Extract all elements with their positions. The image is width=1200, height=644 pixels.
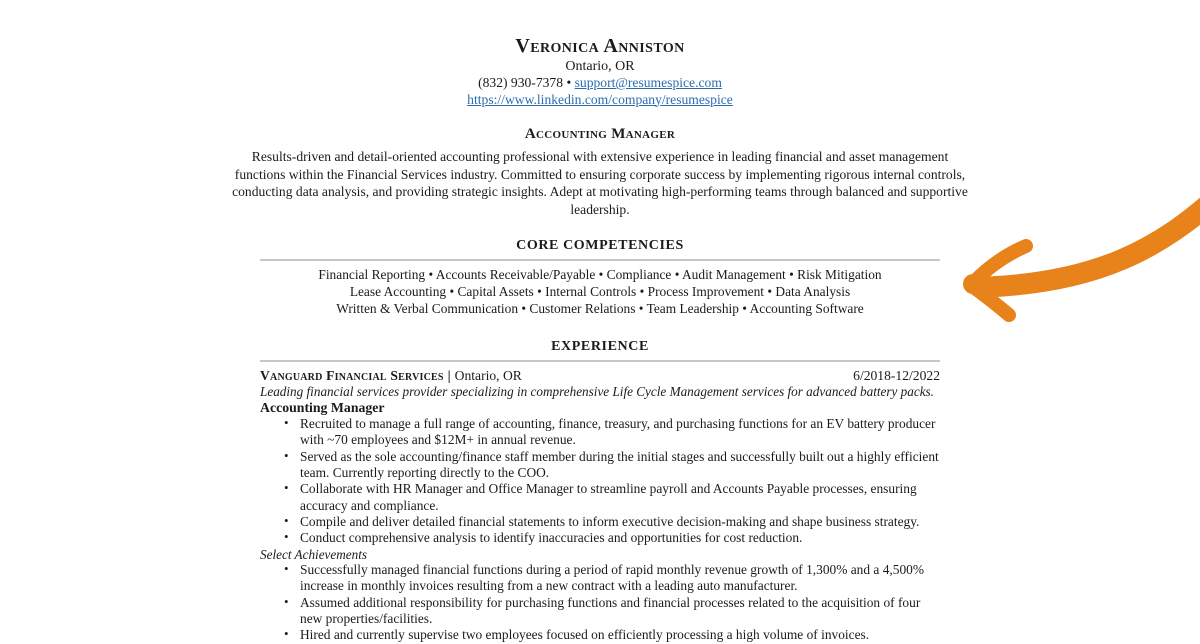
section-divider: [260, 360, 940, 362]
job-bullet: • Recruited to manage a full range of accounting, finance, treasury, and purchasing functions for an EV battery producer with ~70 employees and $12M+ in annual revenue.: [284, 416, 940, 449]
competency-row: Lease Accounting • Capital Assets • Internal Controls • Process Improvement • Data Analysis: [349, 283, 851, 299]
job-bullet: • Conduct comprehensive analysis to identify inaccuracies and opportunities for cost reduction.: [284, 530, 940, 546]
candidate-name: Veronica Anniston: [515, 35, 685, 57]
contact-separator: •: [566, 75, 572, 90]
job-company-line: [260, 368, 522, 384]
profile-heading: Accounting Manager: [524, 126, 676, 142]
profile-summary: Results-driven and detail-oriented accounting professional with extensive experience in leading financial and asset management functions within the Financial Services industry. Committed to ensuring corporate success by implementing rigorous internal controls, conducting data analysis, and providing strategic insights. Adept at motivating high-performing teams through balanced and supportive leadership.: [232, 149, 968, 217]
achievements-label: Select Achievements: [260, 546, 368, 562]
experience-heading: EXPERIENCE: [551, 339, 649, 355]
job-bullet: • Served as the sole accounting/finance staff member during the initial stages and successfully built out a highly efficient team. Currently reporting directly to the COO.: [284, 449, 940, 482]
core-competencies-list: [230, 267, 970, 317]
job-bullet: • Collaborate with HR Manager and Office Manager to streamline payroll and Accounts Payable processes, ensuring accuracy and compliance.: [284, 481, 940, 514]
achievement-bullet: • Hired and currently supervise two employees focused on efficiently processing a high volume of invoices.: [284, 627, 940, 643]
company-description: Leading financial services provider specializing in comprehensive Life Cycle Management services for advanced battery packs.: [260, 384, 934, 400]
job-dates: 6/2018-12/2022: [853, 368, 940, 384]
contact-line: [230, 75, 970, 92]
arrow-icon: [963, 192, 1200, 315]
achievement-bullet-list: [260, 562, 940, 643]
achievement-bullet: • Successfully managed financial functions during a period of rapid monthly revenue growth of 1,300% and a 4,500% increase in monthly invoices resulting from a new contract with a leading auto manufacturer.: [284, 562, 940, 595]
email-link[interactable]: support@resumespice.com: [574, 75, 722, 90]
core-competencies-heading: CORE COMPETENCIES: [516, 238, 684, 254]
achievement-bullet: • Assumed additional responsibility for purchasing functions and financial processes related to the acquisition of four new properties/facilities.: [284, 595, 940, 628]
resume-document: [230, 0, 970, 644]
competency-row: Financial Reporting • Accounts Receivable/Payable • Compliance • Audit Management • Risk Mitigation: [318, 267, 882, 283]
job-location: Ontario, OR: [454, 368, 522, 384]
linkedin-link[interactable]: https://www.linkedin.com/company/resumespice: [467, 91, 733, 107]
competency-row: Written & Verbal Communication • Customer Relations • Team Leadership • Accounting Software: [336, 300, 864, 316]
section-divider: [260, 259, 940, 261]
job-entry: [260, 368, 940, 643]
job-header: [260, 368, 940, 384]
resume-header: [230, 34, 970, 108]
job-title: Accounting Manager: [260, 399, 385, 415]
job-bullet: • Compile and deliver detailed financial statements to inform executive decision-making and shape business strategy.: [284, 514, 940, 530]
company-location-separator: |: [447, 368, 451, 384]
candidate-location: Ontario, OR: [565, 59, 635, 74]
job-bullet-list: [260, 416, 940, 546]
phone-number: (832) 930-7378: [478, 75, 564, 90]
company-name: Vanguard Financial Services: [260, 368, 444, 384]
